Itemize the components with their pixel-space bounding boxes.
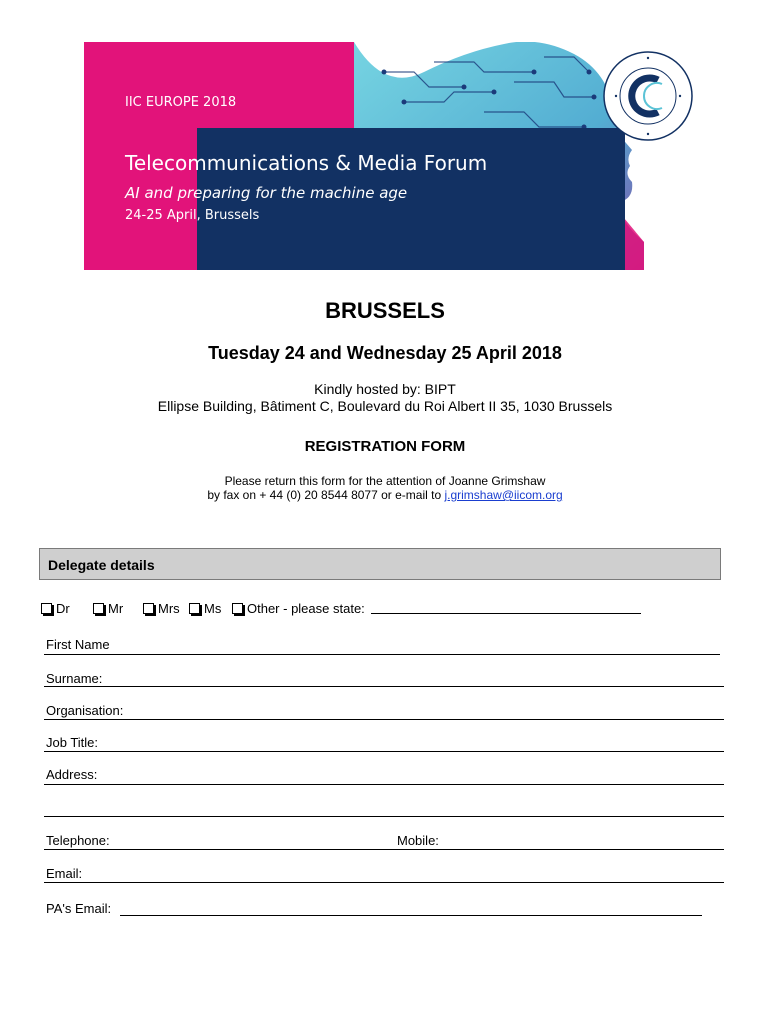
host-line: Kindly hosted by: BIPT	[314, 381, 456, 397]
title-option-dr[interactable]	[41, 601, 70, 616]
address-input-line-2[interactable]	[44, 816, 724, 817]
section-title: Delegate details	[48, 557, 155, 573]
other-title-input-line[interactable]	[371, 613, 641, 614]
telephone-mobile-input-line[interactable]	[44, 849, 724, 850]
pa-email-label: PA's Email:	[46, 901, 112, 916]
banner-dates: 24-25 April, Brussels	[125, 208, 260, 223]
title-label-mrs: Mrs	[158, 601, 180, 616]
banner-subtitle: AI and preparing for the machine age	[125, 184, 408, 202]
title-label-mr: Mr	[108, 601, 124, 616]
address-input-line-1[interactable]	[44, 784, 724, 785]
checkbox-mrs[interactable]	[143, 603, 154, 614]
iic-logo	[600, 48, 696, 144]
surname-input-line[interactable]	[44, 686, 724, 687]
telephone-label: Telephone:	[46, 833, 110, 848]
event-dates: Tuesday 24 and Wednesday 25 April 2018	[208, 343, 562, 363]
banner-edition: IIC EUROPE 2018	[125, 95, 237, 110]
first-name-label: First Name	[46, 637, 110, 652]
mobile-label: Mobile:	[397, 833, 439, 848]
title-label-ms: Ms	[204, 601, 222, 616]
first-name-input-line[interactable]	[44, 654, 720, 655]
email-input-line[interactable]	[44, 882, 724, 883]
job-title-label: Job Title:	[46, 735, 99, 750]
address-label: Address:	[46, 767, 98, 782]
banner-title: Telecommunications & Media Forum	[125, 151, 488, 175]
title-label-dr: Dr	[56, 601, 70, 616]
form-title: REGISTRATION FORM	[304, 438, 466, 455]
surname-label: Surname:	[46, 671, 103, 686]
title-options	[41, 599, 681, 621]
contact-email-link[interactable]: j.grimshaw@iicom.org	[444, 488, 563, 502]
title-option-ms[interactable]	[189, 601, 221, 616]
title-option-mrs[interactable]	[143, 601, 180, 616]
delegate-details-header	[39, 548, 721, 580]
organisation-input-line[interactable]	[44, 719, 724, 720]
event-city: BRUSSELS	[325, 298, 445, 323]
checkbox-ms[interactable]	[189, 603, 200, 614]
title-label-other: Other - please state:	[247, 601, 365, 616]
title-option-other[interactable]	[232, 601, 365, 616]
checkbox-dr[interactable]	[41, 603, 52, 614]
checkbox-other[interactable]	[232, 603, 243, 614]
instruction-line-2	[0, 488, 770, 502]
instruction-line-1: Please return this form for the attention of Joanne Grimshaw	[224, 474, 546, 488]
job-title-input-line[interactable]	[44, 751, 724, 752]
instruction-fax-text: by fax on + 44 (0) 20 8544 8077 or e-mail to	[207, 488, 445, 502]
organisation-label: Organisation:	[46, 703, 124, 718]
title-option-mr[interactable]	[93, 601, 123, 616]
checkbox-mr[interactable]	[93, 603, 104, 614]
pa-email-input-line[interactable]	[120, 915, 702, 916]
email-label: Email:	[46, 866, 83, 881]
venue-address: Ellipse Building, Bâtiment C, Boulevard du Roi Albert II 35, 1030 Brussels	[157, 398, 613, 414]
